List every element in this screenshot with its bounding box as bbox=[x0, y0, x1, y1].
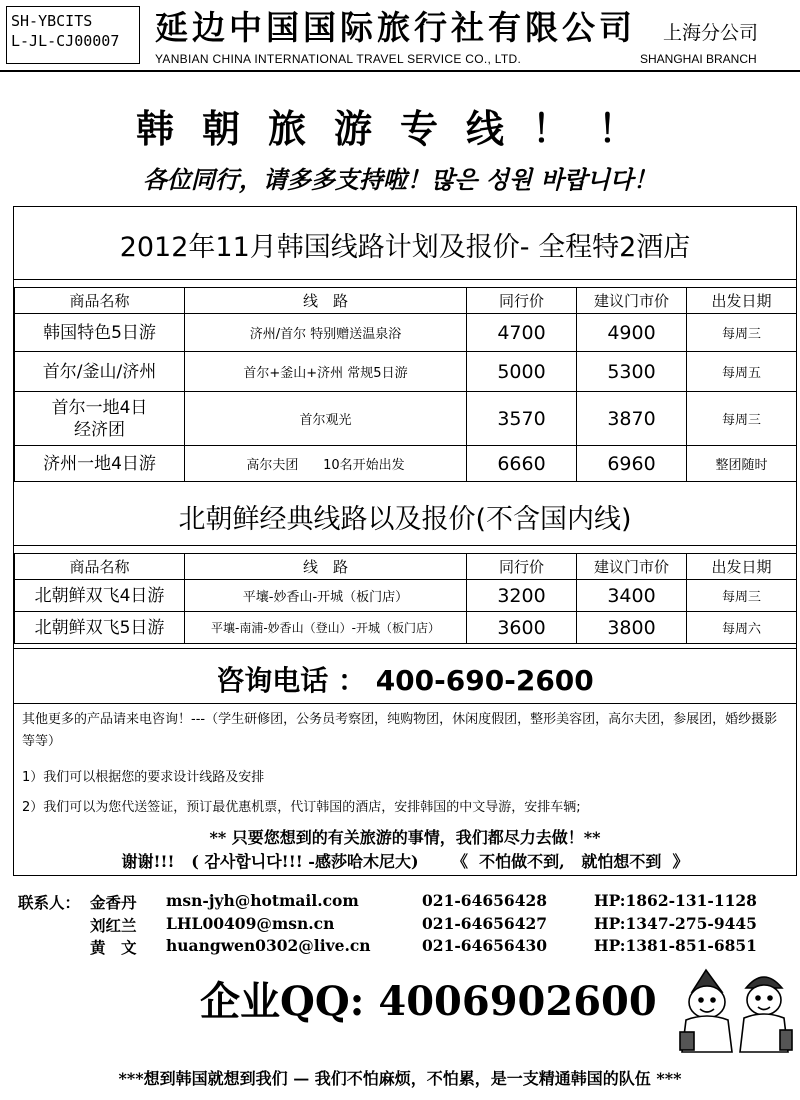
contact-mobile: HP:1862-131-1128 bbox=[594, 891, 757, 910]
route: 济州/首尔 特别赠送温泉浴 bbox=[185, 314, 467, 352]
branch-name-cn: 上海分公司 bbox=[663, 22, 759, 44]
hotline-label: 咨询电话 ： bbox=[216, 664, 366, 697]
hotline-number: 400-690-2600 bbox=[375, 664, 594, 697]
product-name: 济州一地4日游 bbox=[15, 446, 185, 482]
peer-price: 6660 bbox=[467, 446, 577, 482]
korea-section-title: 2012年11月韩国线路计划及报价- 全程特2酒店 bbox=[119, 232, 691, 263]
departure: 每周五 bbox=[687, 352, 797, 392]
contact-name: 黄 文 bbox=[90, 938, 137, 957]
col-header-route: 线 路 bbox=[185, 288, 467, 314]
col-header-route: 线 路 bbox=[185, 554, 467, 580]
retail-price: 3400 bbox=[577, 580, 687, 612]
contact-email: LHL00409@msn.cn bbox=[166, 914, 335, 933]
contacts-label: 联系人： bbox=[18, 893, 81, 912]
header-divider bbox=[0, 70, 800, 72]
section-divider bbox=[14, 545, 796, 546]
col-header-name: 商品名称 bbox=[15, 554, 185, 580]
product-name: 韩国特色5日游 bbox=[15, 314, 185, 352]
table-row bbox=[15, 352, 797, 392]
retail-price: 4900 bbox=[577, 314, 687, 352]
company-name-en: YANBIAN CHINA INTERNATIONAL TRAVEL SERVICE CO., LTD. bbox=[155, 52, 522, 66]
service-item-1: 1）我们可以根据您的要求设计线路及安排 bbox=[22, 770, 265, 785]
retail-price: 6960 bbox=[577, 446, 687, 482]
peer-price: 3600 bbox=[467, 612, 577, 644]
contact-email: huangwen0302@live.cn bbox=[166, 936, 371, 955]
departure: 每周三 bbox=[687, 580, 797, 612]
route: 首尔+釜山+济州 常规5日游 bbox=[185, 352, 467, 392]
col-header-retail-price: 建议门市价 bbox=[577, 554, 687, 580]
col-header-departure: 出发日期 bbox=[687, 554, 797, 580]
slogan: ***想到韩国就想到我们 — 我们不怕麻烦，不怕累，是一支精通韩国的队伍 *** bbox=[118, 1069, 682, 1088]
contact-email: msn-jyh@hotmail.com bbox=[166, 891, 359, 910]
promise-line: ** 只要您想到的有关旅游的事情，我们都尽力去做！** bbox=[209, 828, 601, 847]
company-name-cn: 延边中国国际旅行社有限公司 bbox=[155, 8, 636, 47]
branch-name-en: SHANGHAI BRANCH bbox=[640, 52, 757, 66]
license-line-1: SH-YBCITS bbox=[11, 12, 93, 30]
route: 高尔夫团 10名开始出发 bbox=[185, 446, 467, 482]
contact-tel: 021-64656430 bbox=[422, 936, 548, 955]
service-item-2: 2）我们可以为您代送签证，预订最优惠机票，代订韩国的酒店，安排韩国的中文导游，安排车辆; bbox=[22, 800, 581, 815]
product-name: 北朝鲜双飞4日游 bbox=[15, 580, 185, 612]
product-name: 北朝鲜双飞5日游 bbox=[15, 612, 185, 644]
more-products-note: 其他更多的产品请来电咨询！---（学生研修团，公务员考察团，纯购物团，休闲度假团，整形美容团，高尔夫团，参展团，婚纱摄影等等） bbox=[22, 712, 778, 749]
peer-price: 3570 bbox=[467, 392, 577, 446]
contact-tel: 021-64656428 bbox=[422, 891, 548, 910]
table-header-row bbox=[15, 554, 797, 580]
nk-section-title: 北朝鲜经典线路以及报价(不含国内线) bbox=[178, 504, 632, 535]
product-name: 首尔/釜山/济州 bbox=[15, 352, 185, 392]
headline: 韩朝旅游专线！！ bbox=[135, 106, 664, 151]
contact-mobile: HP:1381-851-6851 bbox=[594, 936, 757, 955]
contact-tel: 021-64656427 bbox=[422, 914, 548, 933]
peer-price: 4700 bbox=[467, 314, 577, 352]
retail-price: 3870 bbox=[577, 392, 687, 446]
contact-mobile: HP:1347-275-9445 bbox=[594, 914, 757, 933]
section-divider bbox=[14, 279, 796, 280]
retail-price: 5300 bbox=[577, 352, 687, 392]
contact-name: 金香丹 bbox=[90, 893, 137, 912]
section-divider bbox=[14, 648, 796, 649]
nk-route-table bbox=[14, 553, 797, 644]
thanks-line: 谢谢!!! ( 감사합니다!!! -感莎哈木尼大) 《 不怕做不到, 就怕想不到 》 bbox=[121, 852, 689, 871]
table-row bbox=[15, 392, 797, 446]
license-line-2: L-JL-CJ00007 bbox=[11, 32, 120, 50]
table-header-row bbox=[15, 288, 797, 314]
contact-row bbox=[18, 891, 798, 913]
departure: 每周三 bbox=[687, 314, 797, 352]
departure: 整团随时 bbox=[687, 446, 797, 482]
col-header-peer-price: 同行价 bbox=[467, 288, 577, 314]
col-header-retail-price: 建议门市价 bbox=[577, 288, 687, 314]
route: 平壤-妙香山-开城（板门店） bbox=[185, 580, 467, 612]
table-row bbox=[15, 446, 797, 482]
col-header-name: 商品名称 bbox=[15, 288, 185, 314]
table-row bbox=[15, 314, 797, 352]
mascot-illustration bbox=[676, 962, 796, 1054]
company-qq: 企业QQ: 4006902600 bbox=[200, 978, 657, 1025]
route: 首尔观光 bbox=[185, 392, 467, 446]
license-box bbox=[6, 6, 140, 64]
table-row bbox=[15, 580, 797, 612]
contact-name: 刘红兰 bbox=[90, 916, 137, 935]
table-row bbox=[15, 612, 797, 644]
retail-price: 3800 bbox=[577, 612, 687, 644]
hotline bbox=[14, 659, 796, 699]
section-divider bbox=[14, 703, 796, 704]
peer-price: 3200 bbox=[467, 580, 577, 612]
price-box bbox=[13, 206, 797, 876]
peer-price: 5000 bbox=[467, 352, 577, 392]
col-header-peer-price: 同行价 bbox=[467, 554, 577, 580]
contact-row bbox=[18, 936, 798, 958]
korea-route-table bbox=[14, 287, 797, 482]
departure: 每周三 bbox=[687, 392, 797, 446]
contact-row bbox=[18, 914, 798, 936]
greeting: 各位同行，请多多支持啦！많은 성원 바랍니다！ bbox=[142, 165, 658, 194]
route: 平壤-南浦-妙香山（登山）-开城（板门店） bbox=[185, 612, 467, 644]
product-name: 首尔一地4日 经济团 bbox=[15, 392, 185, 446]
col-header-departure: 出发日期 bbox=[687, 288, 797, 314]
departure: 每周六 bbox=[687, 612, 797, 644]
